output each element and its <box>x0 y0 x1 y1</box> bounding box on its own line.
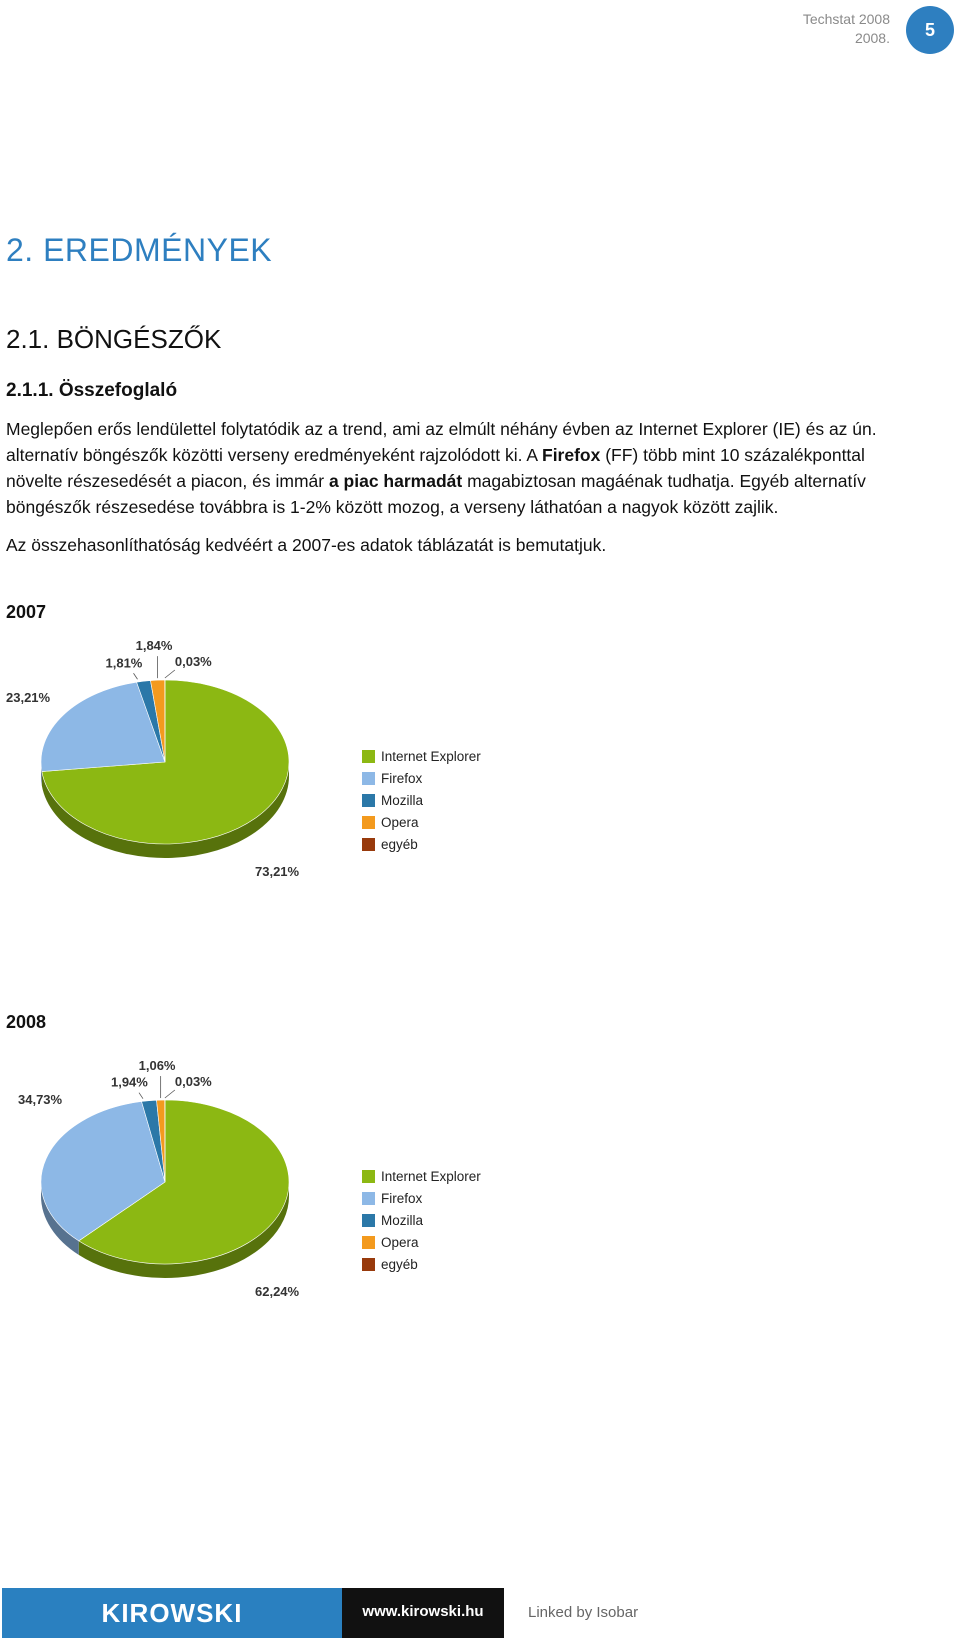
pie-data-label: 0,03% <box>174 1074 212 1089</box>
pie-slices <box>41 1100 289 1264</box>
legend-swatch-opera <box>362 1236 375 1249</box>
summary-text-third: a piac harmadát <box>328 471 463 491</box>
pie-data-label: 1,94% <box>110 1074 148 1090</box>
summary-text-firefox: Firefox <box>542 445 601 465</box>
legend-swatch-mozilla <box>362 794 375 807</box>
legend-label-internet-explorer: Internet Explorer <box>381 1169 481 1184</box>
legend-label-opera: Opera <box>381 1235 419 1250</box>
pie-chart-2007 <box>0 638 560 920</box>
pie-legend <box>362 749 481 852</box>
footer-linked-by: Linked by Isobar <box>528 1604 639 1621</box>
legend-swatch-egyéb <box>362 838 375 851</box>
pie-data-label: 23,21% <box>6 690 51 705</box>
header-title: Techstat 2008 <box>802 11 890 27</box>
pie-data-label: 1,84% <box>135 638 173 654</box>
summary-text-c: (FF) több mint 10 százalékponttal növelte részesedését a piacon, és immár <box>6 445 865 491</box>
pie-leader-line <box>165 670 175 678</box>
footer-brand-logo: KIROWSKI <box>101 1598 243 1628</box>
legend-swatch-firefox <box>362 1192 375 1205</box>
legend-swatch-egyéb <box>362 1258 375 1271</box>
subsection-heading: 2.1. BÖNGÉSZŐK <box>6 324 222 354</box>
summary-text-e: magabiztosan magáénak tudhatja. Egyéb alternatív böngészők részesedése továbbra is 1-2% között mozog, a verseny láthatóan a nagyok között zajlik. <box>6 471 866 517</box>
footer-url: www.kirowski.hu <box>362 1603 484 1620</box>
summary-paragraph <box>6 416 911 520</box>
pie-legend <box>362 1169 481 1272</box>
header-year: 2008. <box>854 30 890 46</box>
footer-url-block <box>342 1588 504 1638</box>
legend-label-egyéb: egyéb <box>381 837 418 852</box>
summary-text-a: Meglepően erős lendülettel folytatódik az a trend, ami az elmúlt néhány évben az Internet Explorer (IE) és az ún. alternatív böngészők közötti verseny eredményeként rajzolódott ki. A <box>6 419 877 465</box>
section-heading: 2. EREDMÉNYEK <box>6 232 273 268</box>
legend-label-mozilla: Mozilla <box>381 1213 424 1228</box>
legend-label-egyéb: egyéb <box>381 1257 418 1272</box>
pie-leader-line <box>139 1093 143 1099</box>
legend-swatch-internet-explorer <box>362 750 375 763</box>
pie-chart-2008 <box>0 1058 560 1340</box>
pie-leader-line <box>165 1090 175 1098</box>
comparison-paragraph: Az összehasonlíthatóság kedvéért a 2007-es adatok táblázatát is bemutatjuk. <box>6 535 607 555</box>
legend-label-mozilla: Mozilla <box>381 793 424 808</box>
legend-label-firefox: Firefox <box>381 1191 423 1206</box>
chart-2008-title: 2008 <box>6 1012 47 1032</box>
pie-data-label: 34,73% <box>18 1092 63 1107</box>
legend-label-internet-explorer: Internet Explorer <box>381 749 481 764</box>
pie-data-label: 1,06% <box>138 1058 176 1074</box>
legend-swatch-mozilla <box>362 1214 375 1227</box>
pie-slices <box>41 680 289 844</box>
page-header <box>803 10 890 48</box>
pie-leader-line <box>134 673 138 679</box>
pie-data-label: 73,21% <box>255 864 300 879</box>
legend-swatch-opera <box>362 816 375 829</box>
page-number-badge: 5 <box>906 6 954 54</box>
chart-2007-title: 2007 <box>6 602 47 622</box>
legend-label-firefox: Firefox <box>381 771 423 786</box>
pie-chart-2008-svg <box>0 1058 560 1340</box>
pie-data-label: 1,81% <box>105 655 143 671</box>
pie-data-label: 0,03% <box>174 654 212 670</box>
legend-swatch-firefox <box>362 772 375 785</box>
subsubsection-heading: 2.1.1. Összefoglaló <box>6 380 178 401</box>
page-footer <box>0 1588 960 1638</box>
legend-swatch-internet-explorer <box>362 1170 375 1183</box>
pie-data-label: 62,24% <box>255 1284 300 1299</box>
legend-label-opera: Opera <box>381 815 419 830</box>
footer-brand-block <box>2 1588 342 1638</box>
pie-chart-2007-svg <box>0 638 560 920</box>
